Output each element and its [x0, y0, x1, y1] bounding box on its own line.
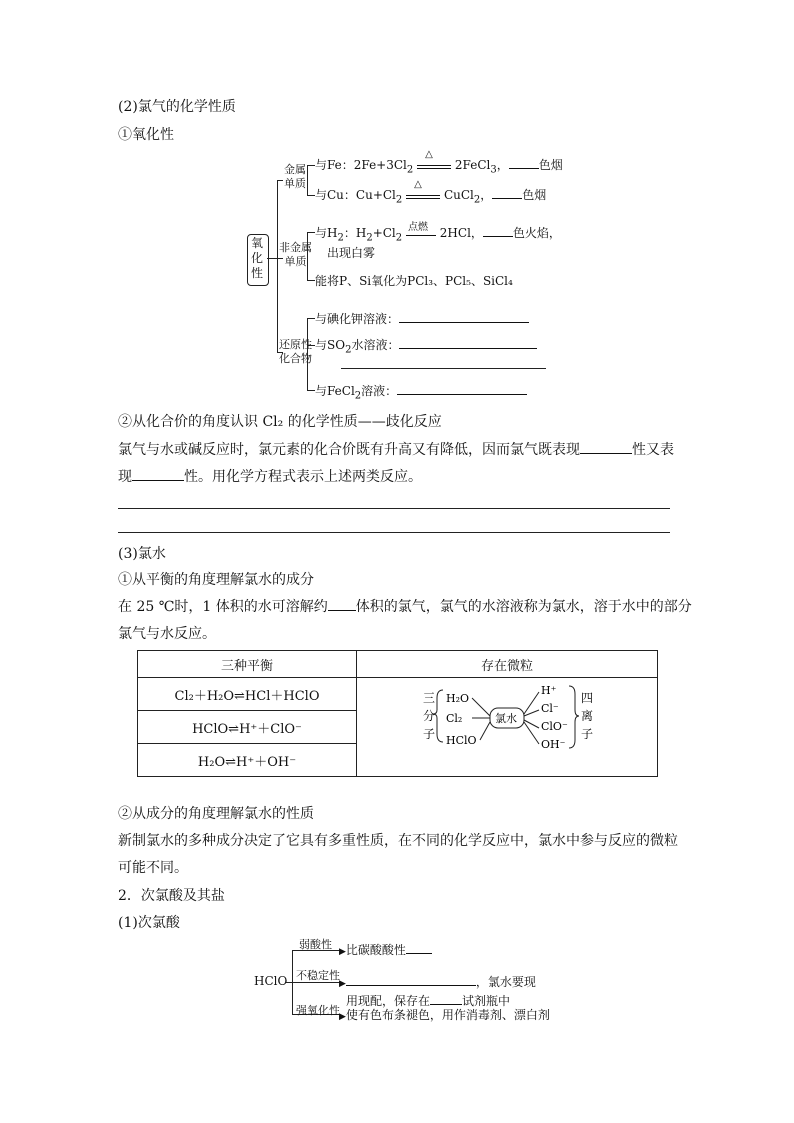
subheading-hypochlorous-acid: (1)次氯酸: [118, 915, 180, 931]
subheading-equilibrium: ①从平衡的角度理解氯水的成分: [118, 572, 314, 588]
paragraph-properties-2: 可能不同。: [118, 860, 188, 876]
right-label-2: 子: [581, 727, 594, 741]
molecule-hclo: HClO: [446, 734, 477, 747]
table-header-equilibria: 三种平衡: [138, 651, 357, 678]
hclo-root: HClO: [254, 974, 288, 988]
nonmetal-h2-equation: 与$H_2$：$H_2+Cl_2$ 点燃 2HCl， 色火焰，: [315, 222, 561, 244]
metal-cu-equation: 与Cu：$Cu+Cl_2$ △ CuCl$_2$， 色烟: [315, 179, 547, 206]
table-header-particles: 存在微粒: [357, 651, 658, 678]
table-row-equilibrium-2: HClO⇌H⁺＋ClO⁻: [138, 711, 357, 744]
branch-label-weak-acid: 弱酸性: [299, 938, 332, 951]
metal-fe-equation: 与Fe：$2Fe+3Cl_2$ △ 2FeCl$_3$， 色烟: [315, 149, 563, 176]
group-label-nonmetal: 非金属 单质: [279, 241, 312, 268]
ion-cl: Cl⁻: [541, 702, 559, 715]
branch-label-unstable: 不稳定性: [296, 969, 340, 982]
ion-clo: ClO⁻: [541, 720, 568, 733]
reducing-so2-blank-line2: [341, 368, 546, 369]
group-label-metal: 金属 单质: [284, 163, 306, 190]
branch-text-unstable: ▶ ，氯水要现: [339, 975, 536, 989]
subheading-oxidizing: ①氧化性: [118, 127, 174, 143]
table-row-equilibrium-3: H₂O⇌H⁺＋OH⁻: [138, 744, 357, 777]
particles-diagram-cell: [357, 678, 658, 777]
particles-diagram: [357, 678, 657, 772]
reducing-so2: 与$SO_2$水溶液：: [315, 336, 537, 355]
center-chlorine-water: 氯水: [495, 712, 517, 725]
right-label-1: 离: [581, 709, 594, 723]
section-heading-hypochlorous: 2．次氯酸及其盐: [118, 888, 225, 904]
left-label-2: 子: [423, 727, 436, 741]
branch-text-weak-acid: ▶比碳酸酸性: [339, 941, 432, 958]
paragraph-disproportionation-1: 氯气与水或碱反应时，氯元素的化合价既有升高又有降低，因而氯气既表现 性又表: [118, 442, 674, 458]
paragraph-properties-1: 新制氯水的多种成分决定了它具有多重性质，在不同的化学反应中，氯水中参与反应的微粒: [118, 833, 678, 849]
branch-text-unstable-line2: 用现配，保存在 试剂瓶中: [346, 994, 511, 1008]
nonmetal-p-si: 能将P、Si氧化为PCl₃、PCl₅、SiCl₄: [315, 274, 513, 288]
paragraph-solubility-1: 在 25 ℃时，1 体积的水可溶解约 体积的氯气，氯气的水溶液称为氯水，溶于水中的部分: [118, 599, 692, 615]
answer-line-1: [118, 508, 670, 509]
root-label: 氧 化 性: [251, 236, 264, 280]
branch-text-strong-oxidizing: ▶使有色布条褪色，用作消毒剂、漂白剂: [339, 1008, 550, 1022]
reducing-ki: 与碘化钾溶液：: [315, 310, 529, 327]
group-label-reducing: 还原性 化合物: [279, 338, 312, 365]
section-heading-chlorine-water: (3)氯水: [118, 546, 166, 562]
paragraph-solubility-2: 氯气与水反应。: [118, 626, 216, 642]
answer-line-2: [118, 532, 670, 533]
ion-h: H⁺: [541, 684, 557, 697]
equilibrium-table: [137, 650, 658, 777]
subheading-disproportionation: ②从化合价的角度认识 Cl₂ 的化学性质——歧化反应: [118, 414, 442, 430]
nonmetal-h2-line2: 出现白雾: [327, 246, 376, 260]
reducing-fecl2: 与FeCl$_2$溶液：: [315, 382, 527, 401]
section-heading-chemical-properties: (2)氯气的化学性质: [118, 99, 236, 115]
molecule-cl2: Cl₂: [446, 712, 463, 725]
left-label-1: 分: [423, 709, 436, 723]
subheading-composition-properties: ②从成分的角度理解氯水的性质: [118, 806, 314, 822]
ion-oh: OH⁻: [541, 738, 566, 751]
branch-label-strong-oxidizing: 强氧化性: [296, 1004, 340, 1017]
right-label-0: 四: [581, 691, 594, 705]
molecule-h2o: H₂O: [446, 692, 470, 705]
paragraph-disproportionation-2: 现 性。用化学方程式表示上述两类反应。: [118, 469, 422, 485]
left-label-0: 三: [423, 691, 436, 705]
table-row-equilibrium-1: Cl₂＋H₂O⇌HCl＋HClO: [138, 678, 357, 711]
